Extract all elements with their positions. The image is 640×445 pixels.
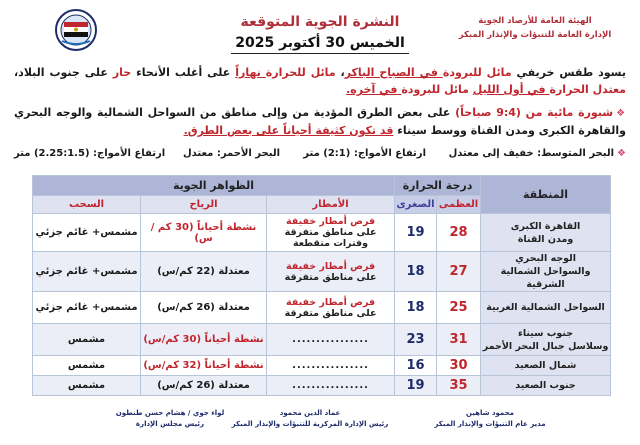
- table-row: [33, 292, 611, 324]
- header-region: المنطقة: [481, 176, 611, 214]
- region-name-2: والسواحل الشمالية الشرقية: [500, 266, 591, 290]
- wind-cell: نشطة أحياناً (32 كم/س): [141, 356, 267, 376]
- rain-cell: [267, 214, 395, 252]
- rain-cell: [267, 252, 395, 292]
- rain-cell: ................: [267, 324, 395, 356]
- wind-cell: معتدلة (26 كم/س): [141, 292, 267, 324]
- diamond-bullet-icon: ❖: [617, 148, 626, 159]
- rain-cell: ................: [267, 356, 395, 376]
- min-temp-cell: 19: [395, 214, 437, 252]
- title-block: [220, 12, 420, 54]
- para1-daytime: نهاراً: [235, 66, 266, 79]
- mediterranean-sea: [449, 148, 626, 159]
- header-phenomena: الظواهر الجوية: [33, 176, 395, 196]
- signature-name: لواء جوي / هشام حسن طنطون: [115, 409, 225, 417]
- general-weather-paragraph: [14, 64, 626, 98]
- clouds-cell: مشمس: [33, 356, 141, 376]
- para1-most-areas: على أغلب الأنحاء: [131, 66, 236, 79]
- sea-state-line: [14, 148, 626, 164]
- rain-detail: على مناطق متفرقة وفترات متقطعة: [284, 227, 377, 249]
- org-line-1: الهيئة العامة للأرصاد الجوية: [478, 16, 592, 26]
- max-temp-cell: 28: [437, 214, 481, 252]
- region-name: الوجه البحري: [515, 253, 576, 264]
- table-header-row: [33, 176, 611, 196]
- para1-hot: حار: [112, 66, 132, 79]
- max-temp-cell: 31: [437, 324, 481, 356]
- clouds-cell: مشمس: [33, 324, 141, 356]
- header-clouds: السحب: [33, 196, 141, 214]
- para1-warm: مائل للحرارة: [265, 66, 336, 79]
- diamond-bullet-icon: ❖: [616, 108, 626, 119]
- header-max: العظمى: [437, 196, 481, 214]
- fog-areas: على بعض الطرق المؤدية من وإلى مناطق من السواحل الشمالية والوجه البحري والقاهرة الكبرى ومدن القناة ووسط سيناء: [14, 106, 626, 137]
- region-name: جنوب سيناء: [518, 327, 574, 339]
- clouds-cell: مشمس+ غائم جزئي: [33, 292, 141, 324]
- signature-title: مدير عام التنبؤات والإنذار المبكر: [434, 420, 546, 428]
- bulletin-title: النشرة الجوية المتوقعة: [240, 14, 400, 30]
- header-rain: الأمطار: [267, 196, 395, 214]
- clouds-cell: مشمس+ غائم جزئي: [33, 214, 141, 252]
- red-sea-state: البحر الأحمر: معتدل: [182, 148, 280, 159]
- clouds-cell: مشمس: [33, 376, 141, 396]
- fog-time: من (9:4 صباحاً): [455, 106, 548, 119]
- header-wind: الرياح: [141, 196, 267, 214]
- signature-title: رئيس الإدارة المركزية للتنبؤات والإنذار المبكر: [231, 420, 389, 428]
- min-temp-cell: 23: [395, 324, 437, 356]
- rain-cell: ................: [267, 376, 395, 396]
- rain-detail: على مناطق متفرقة: [284, 271, 377, 283]
- table-row: [33, 376, 611, 396]
- signature-chairman: [90, 408, 250, 430]
- rain-detail: على مناطق متفرقة: [284, 307, 377, 319]
- red-sea-waves: ارتفاع الأمواج: (2.25:1.5) متر: [14, 148, 166, 159]
- max-temp-cell: 30: [437, 356, 481, 376]
- para1-cold-morning: مائل للبرودة: [442, 66, 512, 79]
- wind-cell: نشطة أحياناً (30 كم / س): [141, 214, 267, 252]
- region-cell: [481, 252, 611, 292]
- table-row: [33, 252, 611, 292]
- rain-cell: [267, 292, 395, 324]
- region-name: السواحل الشمالية الغربية: [486, 302, 605, 313]
- region-cell: [481, 292, 611, 324]
- region-cell: [481, 214, 611, 252]
- para1-moderate: معتدل الحرارة: [549, 83, 626, 96]
- para1-text: يسود طقس خريفي: [511, 66, 626, 79]
- wind-cell: معتدلة (26 كم/س): [141, 376, 267, 396]
- mediterranean-state: البحر المتوسط: خفيف إلى معتدل: [448, 148, 615, 159]
- signature-forecast-director: [410, 408, 570, 430]
- min-temp-cell: 18: [395, 292, 437, 324]
- para1-early-morning: في الصباح الباكر: [344, 66, 443, 79]
- wind-cell: نشطة أحياناً (30 كم/س): [141, 324, 267, 356]
- fog-warning-paragraph: [14, 104, 626, 139]
- meteorological-authority-logo-icon: [54, 8, 98, 52]
- bulletin-date: الخميس 30 أكتوبر 2025: [231, 33, 409, 54]
- signature-name: عماد الدين محمود: [279, 409, 341, 417]
- fog-dense-note: قد تكون كثيفة أحياناً على بعض الطرق.: [183, 124, 394, 137]
- region-cell: [481, 356, 611, 376]
- region-cell: [481, 324, 611, 356]
- region-name-2: وسلاسل جبال البحر الأحمر: [482, 340, 609, 352]
- wind-cell: معتدلة (22 كم/س): [141, 252, 267, 292]
- rain-chance: فرص أمطار خفيفة: [285, 216, 376, 227]
- table-row: [33, 356, 611, 376]
- para1-late-night: في آخره.: [346, 83, 402, 96]
- org-line-2: الإدارة العامة للتنبؤات والإنذار المبكر: [458, 30, 612, 40]
- para1-early-night: في أول الليل: [472, 83, 550, 96]
- rain-chance: فرص أمطار خفيفة: [285, 260, 376, 272]
- max-temp-cell: 25: [437, 292, 481, 324]
- rain-chance: فرص أمطار خفيفة: [285, 296, 376, 308]
- max-temp-cell: 35: [437, 376, 481, 396]
- min-temp-cell: 18: [395, 252, 437, 292]
- min-temp-cell: 16: [395, 356, 437, 376]
- para1-south: على جنوب البلاد،: [14, 66, 113, 79]
- weather-forecast-table: [32, 175, 611, 396]
- para1-cold-night: مائل للبرودة: [401, 83, 473, 96]
- signature-title: رئيس مجلس الإدارة: [135, 420, 205, 428]
- region-name: شمال الصعيد: [514, 360, 577, 371]
- para1-sep: ،: [335, 66, 345, 79]
- signature-central-head: [230, 408, 390, 430]
- region-cell: [481, 376, 611, 396]
- bulletin-header: [10, 8, 630, 64]
- region-name: جنوب الصعيد: [515, 380, 576, 391]
- clouds-cell: مشمس+ غائم جزئي: [33, 252, 141, 292]
- min-temp-cell: 19: [395, 376, 437, 396]
- signature-name: محمود شاهين: [465, 409, 514, 417]
- organization-name: [440, 14, 630, 42]
- region-name: القاهرة الكبرى: [510, 220, 581, 232]
- header-temperature: درجة الحرارة: [395, 176, 481, 196]
- table-row: [33, 324, 611, 356]
- mediterranean-waves: ارتفاع الأمواج: (2:1) متر: [303, 148, 426, 159]
- table-row: [33, 214, 611, 252]
- header-min: الصغرى: [395, 196, 437, 214]
- region-name-2: ومدن القناة: [517, 233, 574, 245]
- signatures-footer: [60, 408, 620, 442]
- max-temp-cell: 27: [437, 252, 481, 292]
- fog-label: شبورة مائية: [547, 106, 614, 119]
